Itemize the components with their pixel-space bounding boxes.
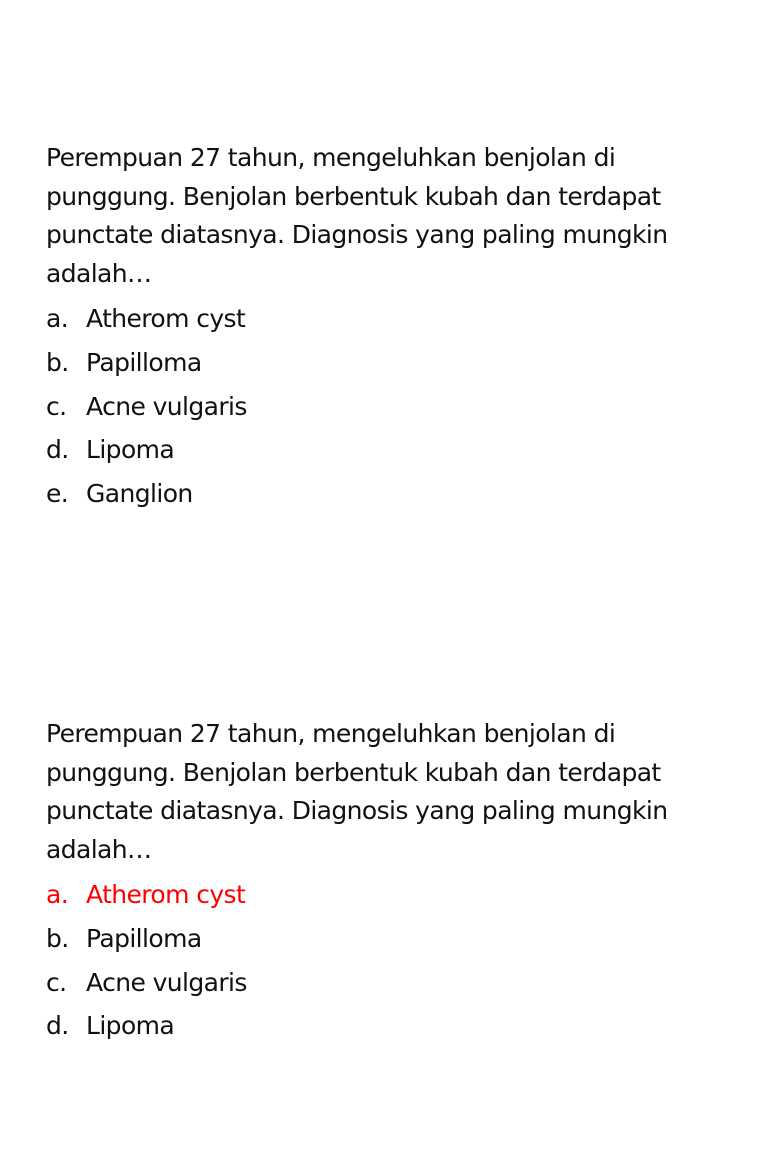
option-letter: d. — [46, 435, 69, 465]
option-text: Acne vulgaris — [86, 391, 247, 421]
option-letter: a. — [46, 880, 69, 909]
option-text: Ganglion — [86, 479, 193, 509]
option-text: Papilloma — [86, 347, 202, 377]
option-text: Acne vulgaris — [86, 967, 247, 997]
answer-options — [46, 297, 247, 516]
option-letter: c. — [46, 967, 67, 997]
answer-options — [46, 873, 247, 1048]
option-text: Lipoma — [86, 1011, 175, 1041]
option-b — [46, 917, 247, 961]
question-text: Perempuan 27 tahun, mengeluhkan benjolan di punggung. Benjolan berbentuk kubah dan terdapat punctate diatasnya. Diagnosis yang paling mungkin adalah… — [46, 719, 668, 864]
option-letter: b. — [46, 347, 69, 377]
question-text: Perempuan 27 tahun, mengeluhkan benjolan di punggung. Benjolan berbentuk kubah dan terdapat punctate diatasnya. Diagnosis yang paling mungkin adalah… — [46, 143, 668, 288]
option-d — [46, 428, 247, 472]
option-text: Atherom cyst — [86, 304, 246, 333]
option-letter: d. — [46, 1011, 69, 1041]
option-b — [46, 341, 247, 385]
option-letter: c. — [46, 391, 67, 421]
option-letter: b. — [46, 923, 69, 953]
option-text: Lipoma — [86, 435, 175, 465]
option-d — [46, 1004, 247, 1048]
answer-slide — [0, 576, 768, 1152]
option-letter: a. — [46, 304, 69, 333]
option-c — [46, 961, 247, 1005]
option-text: Papilloma — [86, 923, 202, 953]
option-text: Atherom cyst — [86, 880, 246, 909]
option-a — [46, 297, 247, 341]
option-e — [46, 472, 247, 516]
option-letter: e. — [46, 479, 69, 509]
option-a-correct-answer — [46, 873, 247, 917]
option-c — [46, 385, 247, 429]
